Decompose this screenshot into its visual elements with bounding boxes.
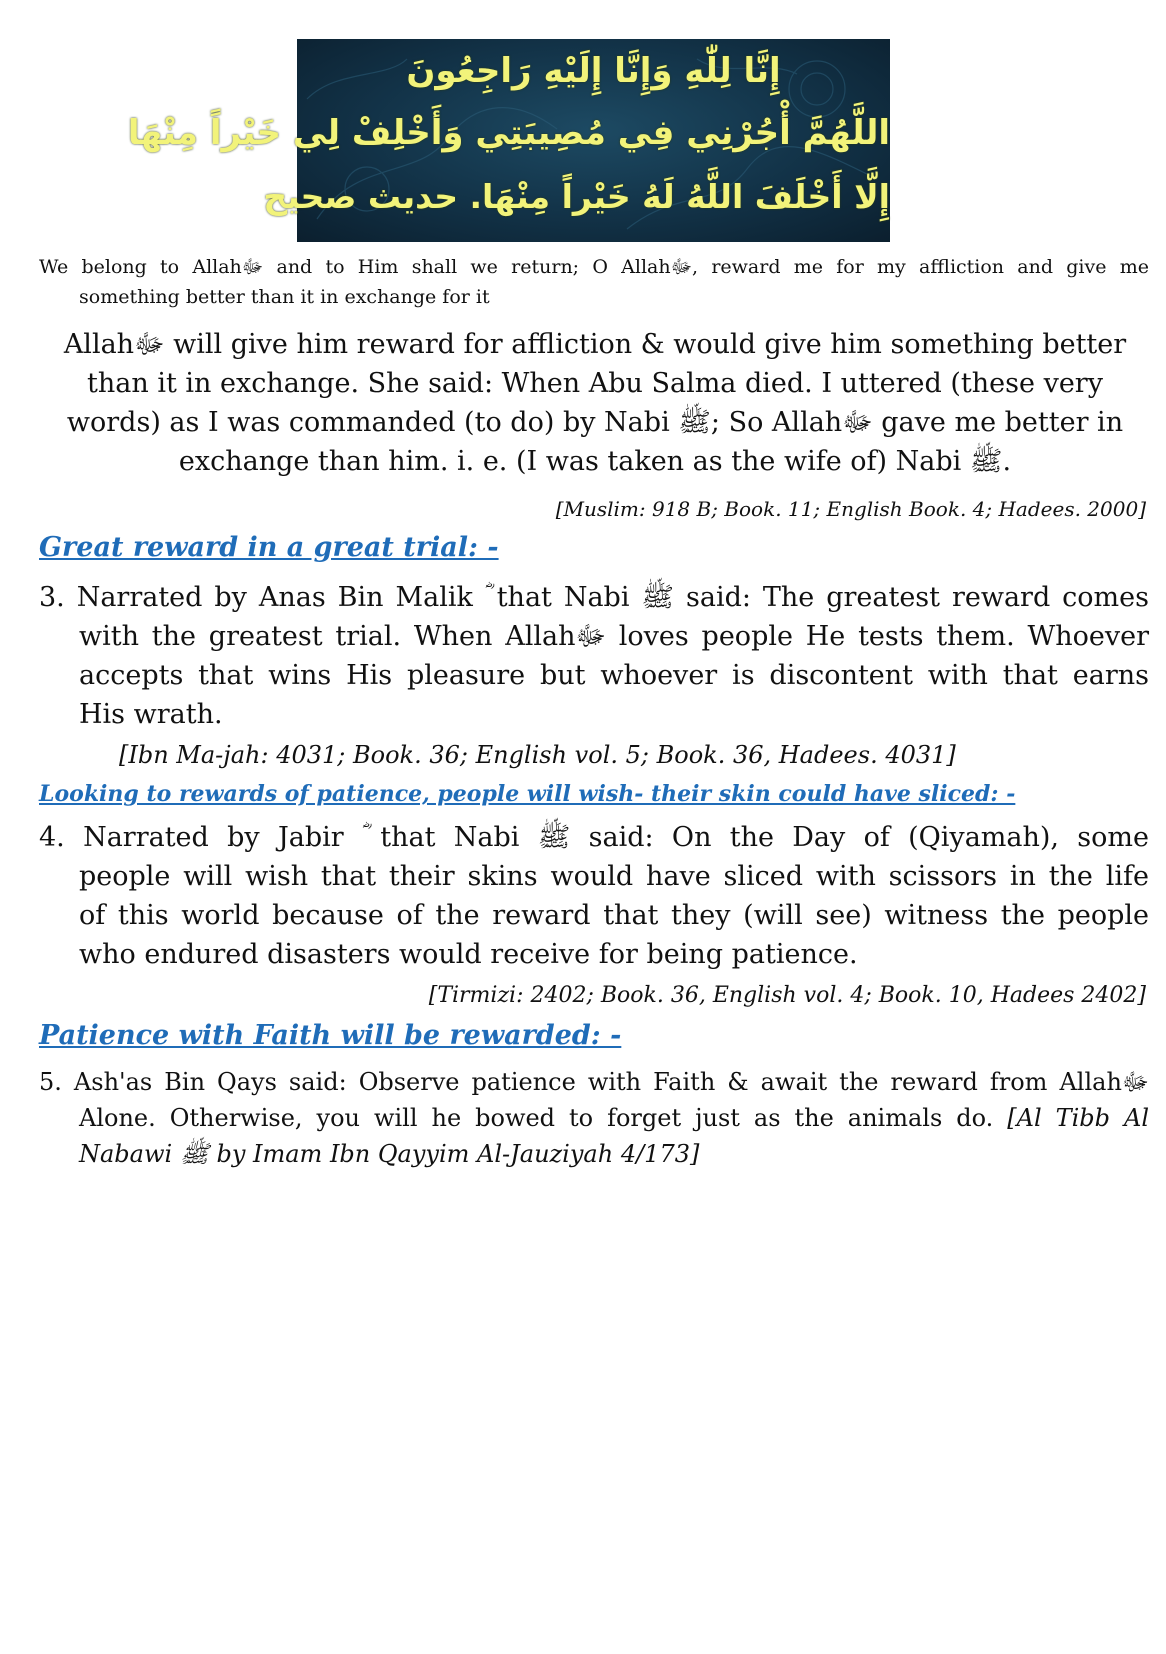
hadith-item-4 (39, 818, 1149, 974)
reference-muslim: [Muslim: 918 B; Book. 11; English Book. 4; Hadees. 2000] (555, 497, 1146, 521)
section-heading-patience-with-faith: Patience with Faith will be rewarded: - (39, 1020, 622, 1051)
hadith-5-line-1: 5. Ash'as Bin Qays said: Observe patience with Faith & await the reward from Allahﷻ (39, 1068, 1149, 1096)
reference-al-tibb-start: [Al Tibb Al (1007, 1104, 1149, 1132)
hadith-4-line-1: 4. Narrated by Jabir ؓ that Nabi ﷺ said: On the Day of (Qiyamah), some (39, 822, 1149, 853)
hadith-item-5 (39, 1064, 1149, 1172)
banner-translation-line-2: something better than it in exchange for it (79, 286, 490, 308)
hadith-4-line-2: people will wish that their skins would have sliced with scissors in the life (79, 861, 1149, 892)
hadith-4-line-4: who endured disasters would receive for being patience. (79, 939, 858, 970)
hadith-3-line-4: His wrath. (79, 699, 223, 730)
hadith-5-line-2-text: Alone. Otherwise, you will he bowed to forget just as the animals do. (79, 1104, 994, 1132)
hadith-4-line-3: of this world because of the reward that they (will see) witness the people (79, 900, 1149, 931)
intro-paragraph-line-1: Allahﷻ will give him reward for affliction & would give him something better (63, 329, 1127, 360)
banner-arabic-line-2: اللَّهُمَّ أْجُرْنِي فِي مُصِيبَتِي وَأَخْلِفْ لِي خَيْراً مِنْهَا (127, 113, 890, 153)
section-heading-rewards-of-patience: Looking to rewards of patience, people will wish- their skin could have sliced: - (39, 781, 1016, 807)
intro-paragraph-line-3: words) as I was commanded (to do) by Nabi ﷺ; So Allahﷻ gave me better in (66, 407, 1124, 438)
banner-arabic-line-3: إِلَّا أَخْلَفَ اللَّهُ لَهُ خَيْراً مِنْهَا. حديث صحيح (263, 177, 890, 216)
banner-translation-line-1: We belong to Allahﷻ and to Him shall we return; O Allahﷻ, reward me for my affliction and give me (39, 256, 1149, 278)
hadith-3-line-3: accepts that wins His pleasure but whoever is discontent with that earns (79, 660, 1149, 691)
intro-paragraph-line-4: exchange than him. i. e. (I was taken as the wife of) Nabi ﷺ. (178, 446, 1012, 477)
hadith-3-line-1: 3. Narrated by Anas Bin Malik ؓ that Nabi ﷺ said: The greatest reward comes (39, 582, 1149, 613)
intro-paragraph-line-2: than it in exchange. She said: When Abu Salma died. I uttered (these very (87, 368, 1103, 399)
section-heading-great-reward: Great reward in a great trial: - (39, 532, 499, 563)
intro-paragraph (40, 325, 1150, 481)
reference-al-tibb-end: Nabawi ﷺ by Imam Ibn Qayyim Al-Jauziyah 4/173] (79, 1140, 700, 1168)
banner-arabic-line-1: إِنَّا لِلّٰهِ وَإِنَّا إِلَيْهِ رَاجِعُونَ (406, 51, 781, 91)
hadith-5-line-2 (39, 1100, 1149, 1136)
reference-ibn-majah: [Ibn Ma-jah: 4031; Book. 36; English vol. 5; Book. 36, Hadees. 4031] (119, 741, 956, 769)
arabic-dua-banner (127, 39, 890, 242)
hadith-3-line-2: with the greatest trial. When Allahﷻ loves people He tests them. Whoever (79, 621, 1149, 652)
reference-tirmizi: [Tirmizi: 2402; Book. 36, English vol. 4; Book. 10, Hadees 2402] (428, 983, 1146, 1008)
hadith-item-3 (39, 578, 1149, 734)
